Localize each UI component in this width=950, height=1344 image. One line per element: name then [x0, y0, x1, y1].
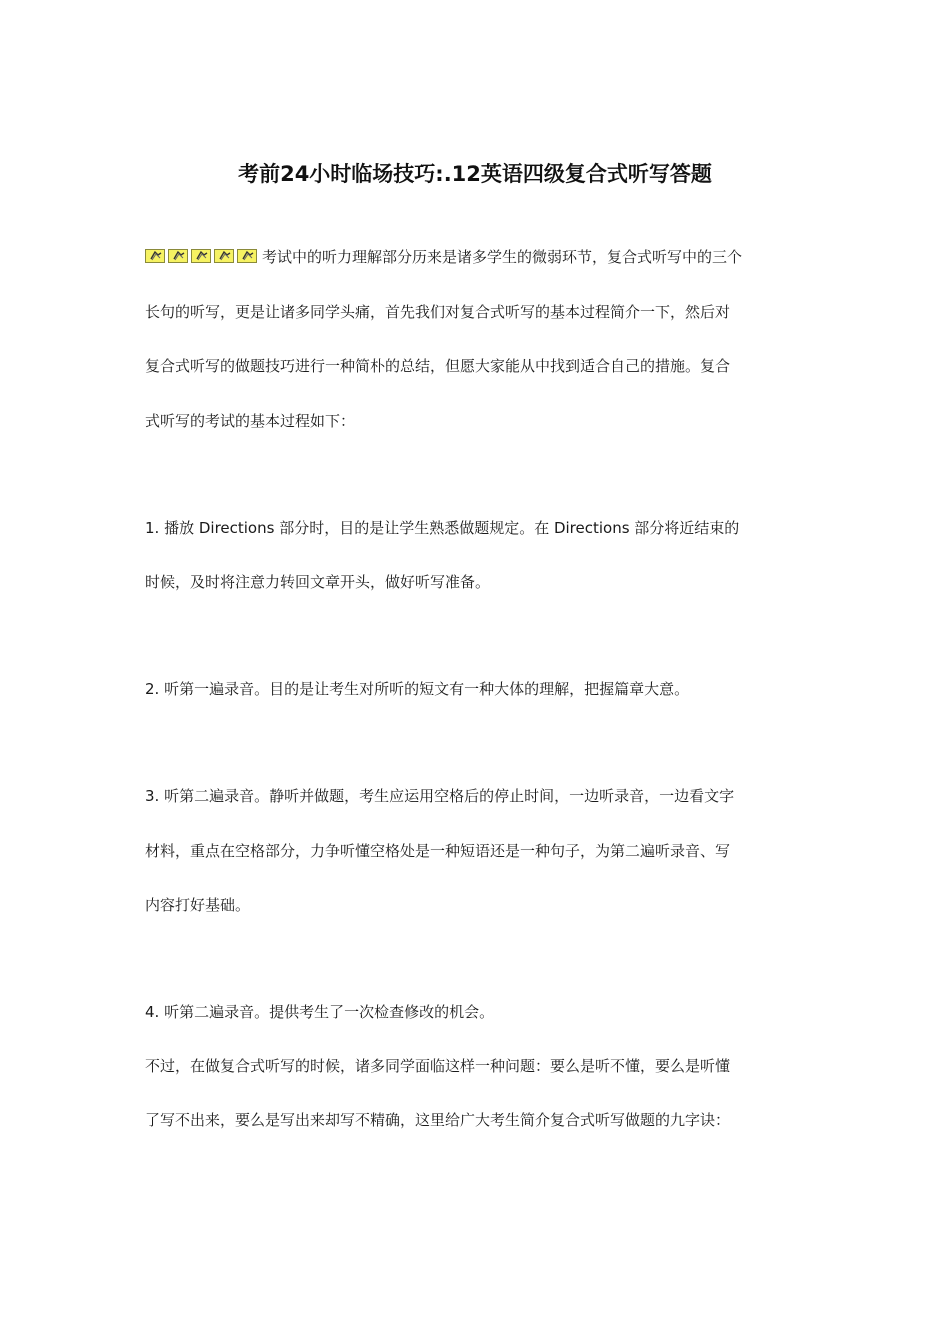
broken-image-icon: [214, 249, 234, 263]
intro-line-2: 长句的听写，更是让诸多同学头痛，首先我们对复合式听写的基本过程简介一下，然后对: [145, 303, 731, 321]
step-3-line-1: 3. 听第二遍录音。静听并做题，考生应运用空格后的停止时间，一边听录音，一边看文字: [145, 787, 735, 805]
step-1-line-1: 1. 播放 Directions 部分时，目的是让学生熟悉做题规定。在 Directions 部分将近结束的: [145, 519, 740, 537]
broken-image-icon: [145, 249, 165, 263]
document-title: 考前24小时临场技巧:.12英语四级复合式听写答题: [238, 162, 712, 186]
step-1-line-2: 时候，及时将注意力转回文章开头，做好听写准备。: [145, 573, 491, 591]
broken-image-icon: [168, 249, 188, 263]
step-2-line-1: 2. 听第一遍录音。目的是让考生对所听的短文有一种大体的理解，把握篇章大意。: [145, 680, 690, 698]
broken-image-icons: [145, 245, 260, 267]
broken-image-icon: [191, 249, 211, 263]
intro-line-4: 式听写的考试的基本过程如下：: [145, 412, 356, 430]
intro-text: 考试中的听力理解部分历来是诸多学生的微弱环节，复合式听写中的三个: [262, 248, 743, 266]
intro-line-3: 复合式听写的做题技巧进行一种简朴的总结，但愿大家能从中找到适合自己的措施。复合: [145, 357, 731, 375]
closing-line-1: 不过，在做复合式听写的时候，诸多同学面临这样一种问题：要么是听不懂，要么是听懂: [145, 1057, 731, 1075]
step-4-line-1: 4. 听第二遍录音。提供考生了一次检查修改的机会。: [145, 1003, 495, 1021]
step-3-line-2: 材料，重点在空格部分，力争听懂空格处是一种短语还是一种句子，为第二遍听录音、写: [145, 842, 731, 860]
broken-image-icon: [237, 249, 257, 263]
intro-line-1: [145, 246, 815, 269]
step-3-line-3: 内容打好基础。: [145, 896, 251, 914]
closing-line-2: 了写不出来，要么是写出来却写不精确，这里给广大考生简介复合式听写做题的九字诀：: [145, 1111, 731, 1129]
